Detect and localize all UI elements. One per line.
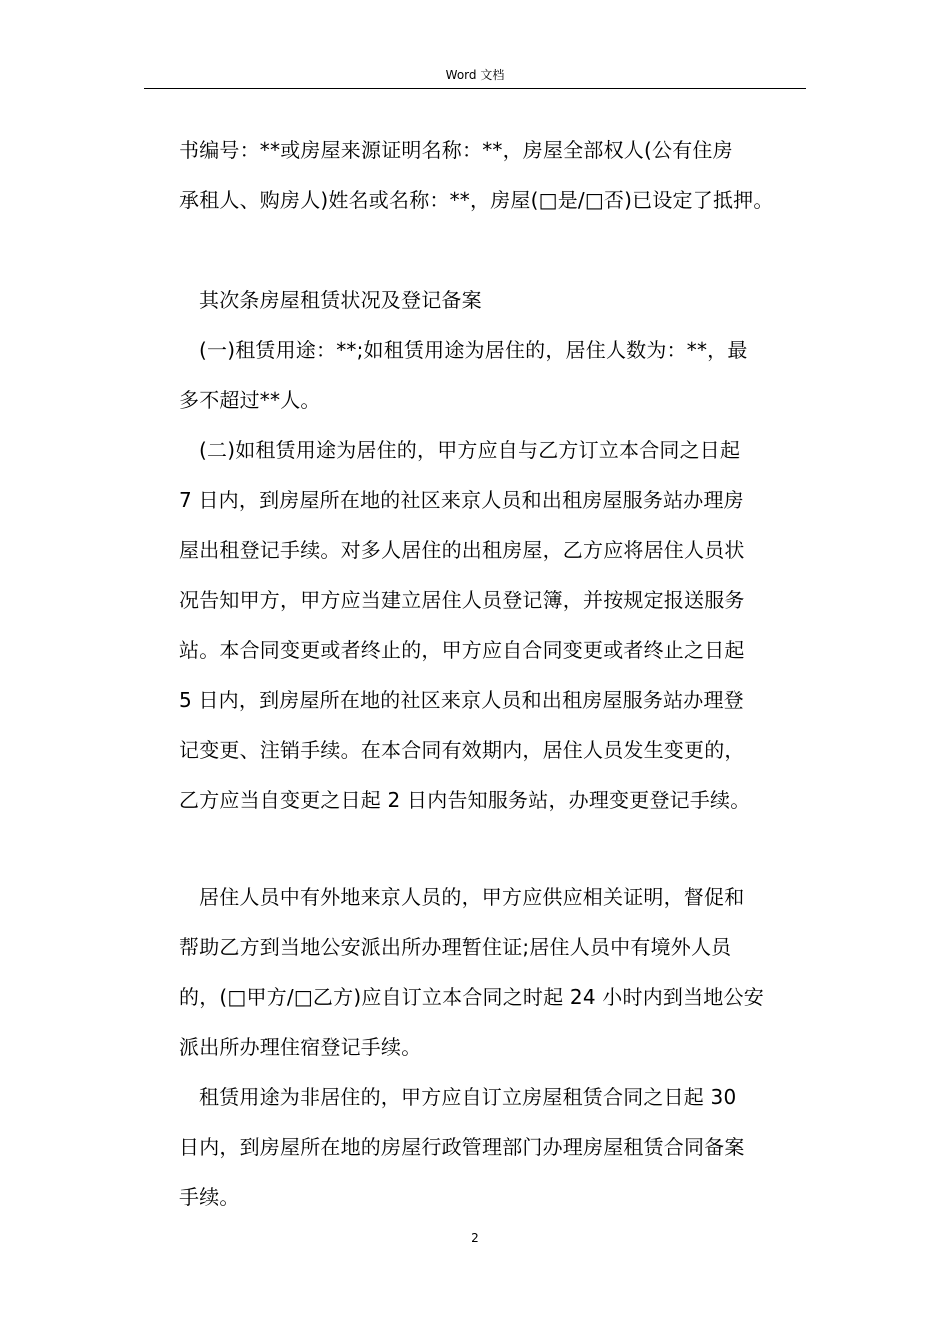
text-line: 多不超过**人。 <box>179 388 321 412</box>
text-line: (二)如租赁用途为居住的，甲方应自与乙方订立本合同之日起 <box>199 438 741 462</box>
text-line: 屋出租登记手续。对多人居住的出租房屋，乙方应将居住人员状 <box>179 538 745 562</box>
text-line: 书编号：**或房屋来源证明名称：**，房屋全部权人(公有住房 <box>179 138 733 162</box>
text-line: 租赁用途为非居住的，甲方应自订立房屋租赁合同之日起 30 <box>199 1085 737 1109</box>
page-number: 2 <box>471 1231 479 1245</box>
text-line: (一)租赁用途：**;如租赁用途为居住的，居住人数为：**，最 <box>199 338 748 362</box>
text-line: 居住人员中有外地来京人员的，甲方应供应相关证明，督促和 <box>199 885 745 909</box>
text-line: 派出所办理住宿登记手续。 <box>179 1035 422 1059</box>
text-line: 帮助乙方到当地公安派出所办理暂住证;居住人员中有境外人员 <box>179 935 732 959</box>
page-header: Word 文档 <box>445 68 505 82</box>
text-line: 7 日内，到房屋所在地的社区来京人员和出租房屋服务站办理房 <box>179 488 744 512</box>
text-line: 日内，到房屋所在地的房屋行政管理部门办理房屋租赁合同备案 <box>179 1135 745 1159</box>
section-heading: 其次条房屋租赁状况及登记备案 <box>199 288 482 312</box>
text-line: 乙方应当自变更之日起 2 日内告知服务站，办理变更登记手续。 <box>179 788 751 812</box>
text-line: 承租人、购房人)姓名或名称：**，房屋(□是/□否)已设定了抵押。 <box>179 188 774 212</box>
text-line: 况告知甲方，甲方应当建立居住人员登记簿，并按规定报送服务 <box>179 588 745 612</box>
header-divider <box>144 88 806 89</box>
text-line: 5 日内，到房屋所在地的社区来京人员和出租房屋服务站办理登 <box>179 688 744 712</box>
text-line: 站。本合同变更或者终止的，甲方应自合同变更或者终止之日起 <box>179 638 745 662</box>
text-line: 的，(□甲方/□乙方)应自订立本合同之时起 24 小时内到当地公安 <box>179 985 764 1009</box>
text-line: 记变更、注销手续。在本合同有效期内，居住人员发生变更的， <box>179 738 745 762</box>
text-line: 手续。 <box>179 1185 240 1209</box>
